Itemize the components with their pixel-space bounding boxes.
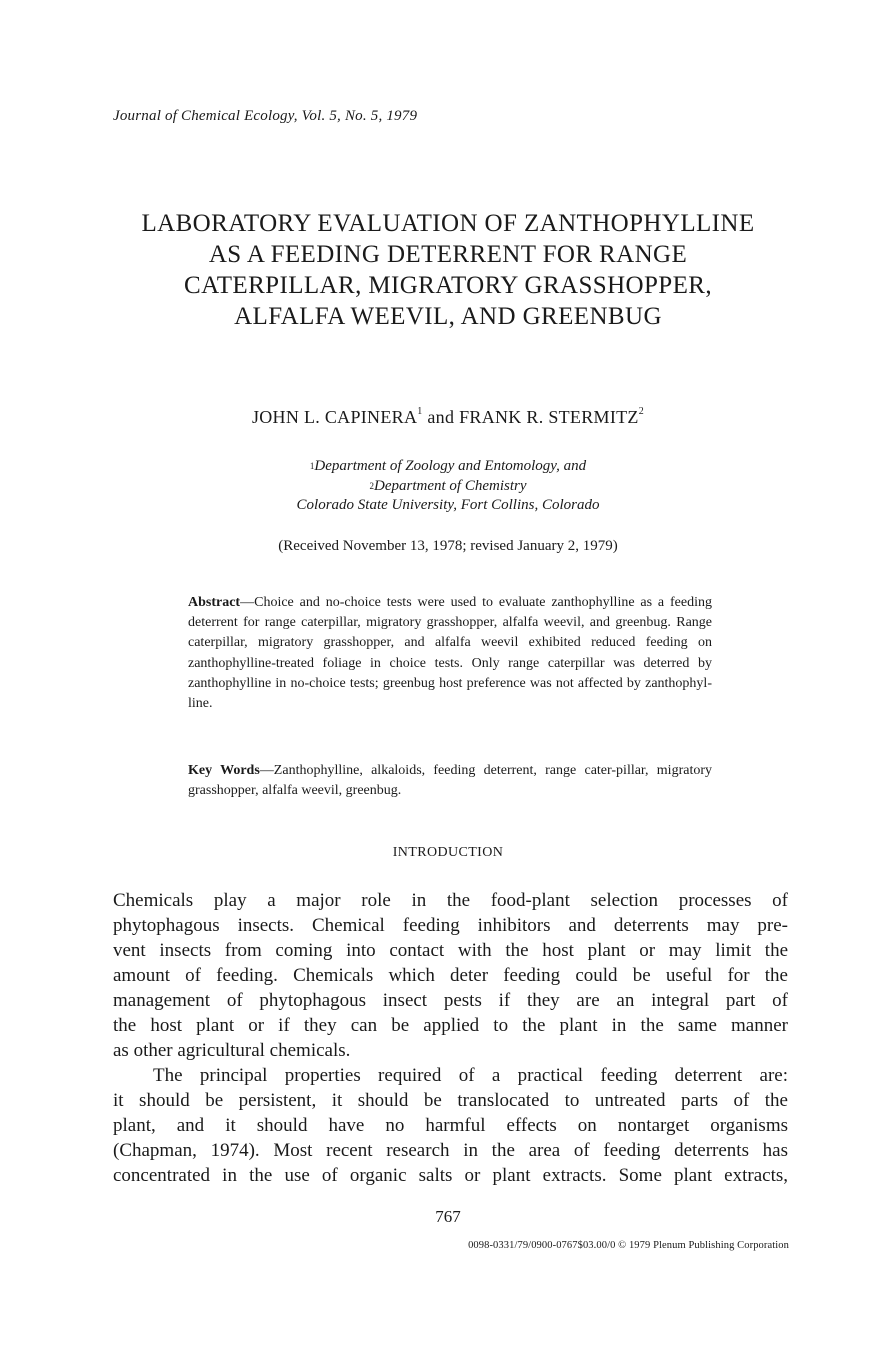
- abstract-text: —Choice and no-choice tests were used to evaluate zanthophylline as a feeding deterrent for range caterpillar, migratory grasshopper, alfalfa weevil, and greenbug. Range caterpillar, migratory grasshopper, and alfalfa weevil exhibited reduced feeding on zanthophylline-treated foliage in choice tests. Only range caterpillar was deterred by zanthophylline in no-choice tests; greenbug host preference was not affected by zanthophyl-line.: [188, 595, 712, 712]
- text-line: it should be persistent, it should be translocated to untreated parts of the: [113, 1090, 788, 1111]
- page-number: 767: [435, 1207, 461, 1226]
- text-line: vent insects from coming into contact with the host plant or may limit the: [113, 940, 788, 961]
- affiliation-mark: 2: [369, 480, 374, 491]
- author-footnote-mark: 2: [638, 406, 645, 417]
- keywords-label: Key Words: [188, 763, 260, 778]
- author-list: [60, 407, 836, 428]
- author-connector: and: [427, 407, 455, 427]
- text-line: The principal properties required of a practical feeding deterrent are:: [153, 1065, 788, 1086]
- paragraph: [113, 888, 788, 1063]
- abstract: [188, 593, 712, 714]
- keywords-text: —Zanthophylline, alkaloids, feeding deterrent, range cater-pillar, migratory grasshopper, alfalfa weevil, greenbug.: [188, 763, 713, 799]
- text-line: amount of feeding. Chemicals which deter feeding could be useful for the: [113, 965, 788, 986]
- abstract-label: Abstract: [188, 595, 241, 610]
- affiliation-line: Colorado State University, Fort Collins, Colorado: [296, 497, 600, 513]
- journal-citation: Journal of Chemical Ecology, Vol. 5, No. 5, 1979: [113, 108, 418, 124]
- title-line: LABORATORY EVALUATION OF ZANTHOPHYLLINE: [141, 210, 755, 237]
- section-heading: INTRODUCTION: [392, 845, 504, 860]
- text-line: plant, and it should have no harmful effects on nontarget organisms: [113, 1115, 788, 1136]
- text-line: concentrated in the use of organic salts or plant extracts. Some plant extracts,: [113, 1165, 788, 1186]
- paragraph: [113, 1063, 788, 1188]
- affiliation-mark: 1: [309, 461, 315, 471]
- affiliation-line: [60, 477, 836, 497]
- text-line: Chemicals play a major role in the food-plant selection processes of: [113, 890, 788, 911]
- affiliation-line: [60, 457, 836, 477]
- title-line: AS A FEEDING DETERRENT FOR RANGE: [208, 241, 688, 268]
- affiliation-text: Department of Zoology and Entomology, and: [314, 458, 587, 474]
- article-title: [60, 208, 836, 332]
- text-line: as other agricultural chemicals.: [113, 1040, 351, 1061]
- author-footnote-mark: 1: [417, 406, 423, 417]
- affiliations: [60, 457, 836, 516]
- author-name: JOHN L. CAPINERA: [251, 407, 418, 427]
- text-line: (Chapman, 1974). Most recent research in the area of feeding deterrents has: [113, 1140, 788, 1161]
- received-dates: (Received November 13, 1978; revised January 2, 1979): [278, 538, 618, 554]
- keywords: [188, 761, 712, 801]
- text-line: management of phytophagous insect pests if they are an integral part of: [113, 990, 788, 1011]
- text-line: phytophagous insects. Chemical feeding inhibitors and deterrents may pre-: [113, 915, 788, 936]
- title-line: CATERPILLAR, MIGRATORY GRASSHOPPER,: [184, 272, 712, 299]
- body-text: [113, 888, 788, 1188]
- copyright-line: 0098-0331/79/0900-0767$03.00/0 © 1979 Plenum Publishing Corporation: [468, 1240, 789, 1251]
- affiliation-text: Department of Chemistry: [374, 477, 527, 494]
- title-line: ALFALFA WEEVIL, AND GREENBUG: [234, 303, 662, 330]
- text-line: the host plant or if they can be applied to the plant in the same manner: [113, 1015, 788, 1036]
- author-name: FRANK R. STERMITZ: [459, 407, 639, 427]
